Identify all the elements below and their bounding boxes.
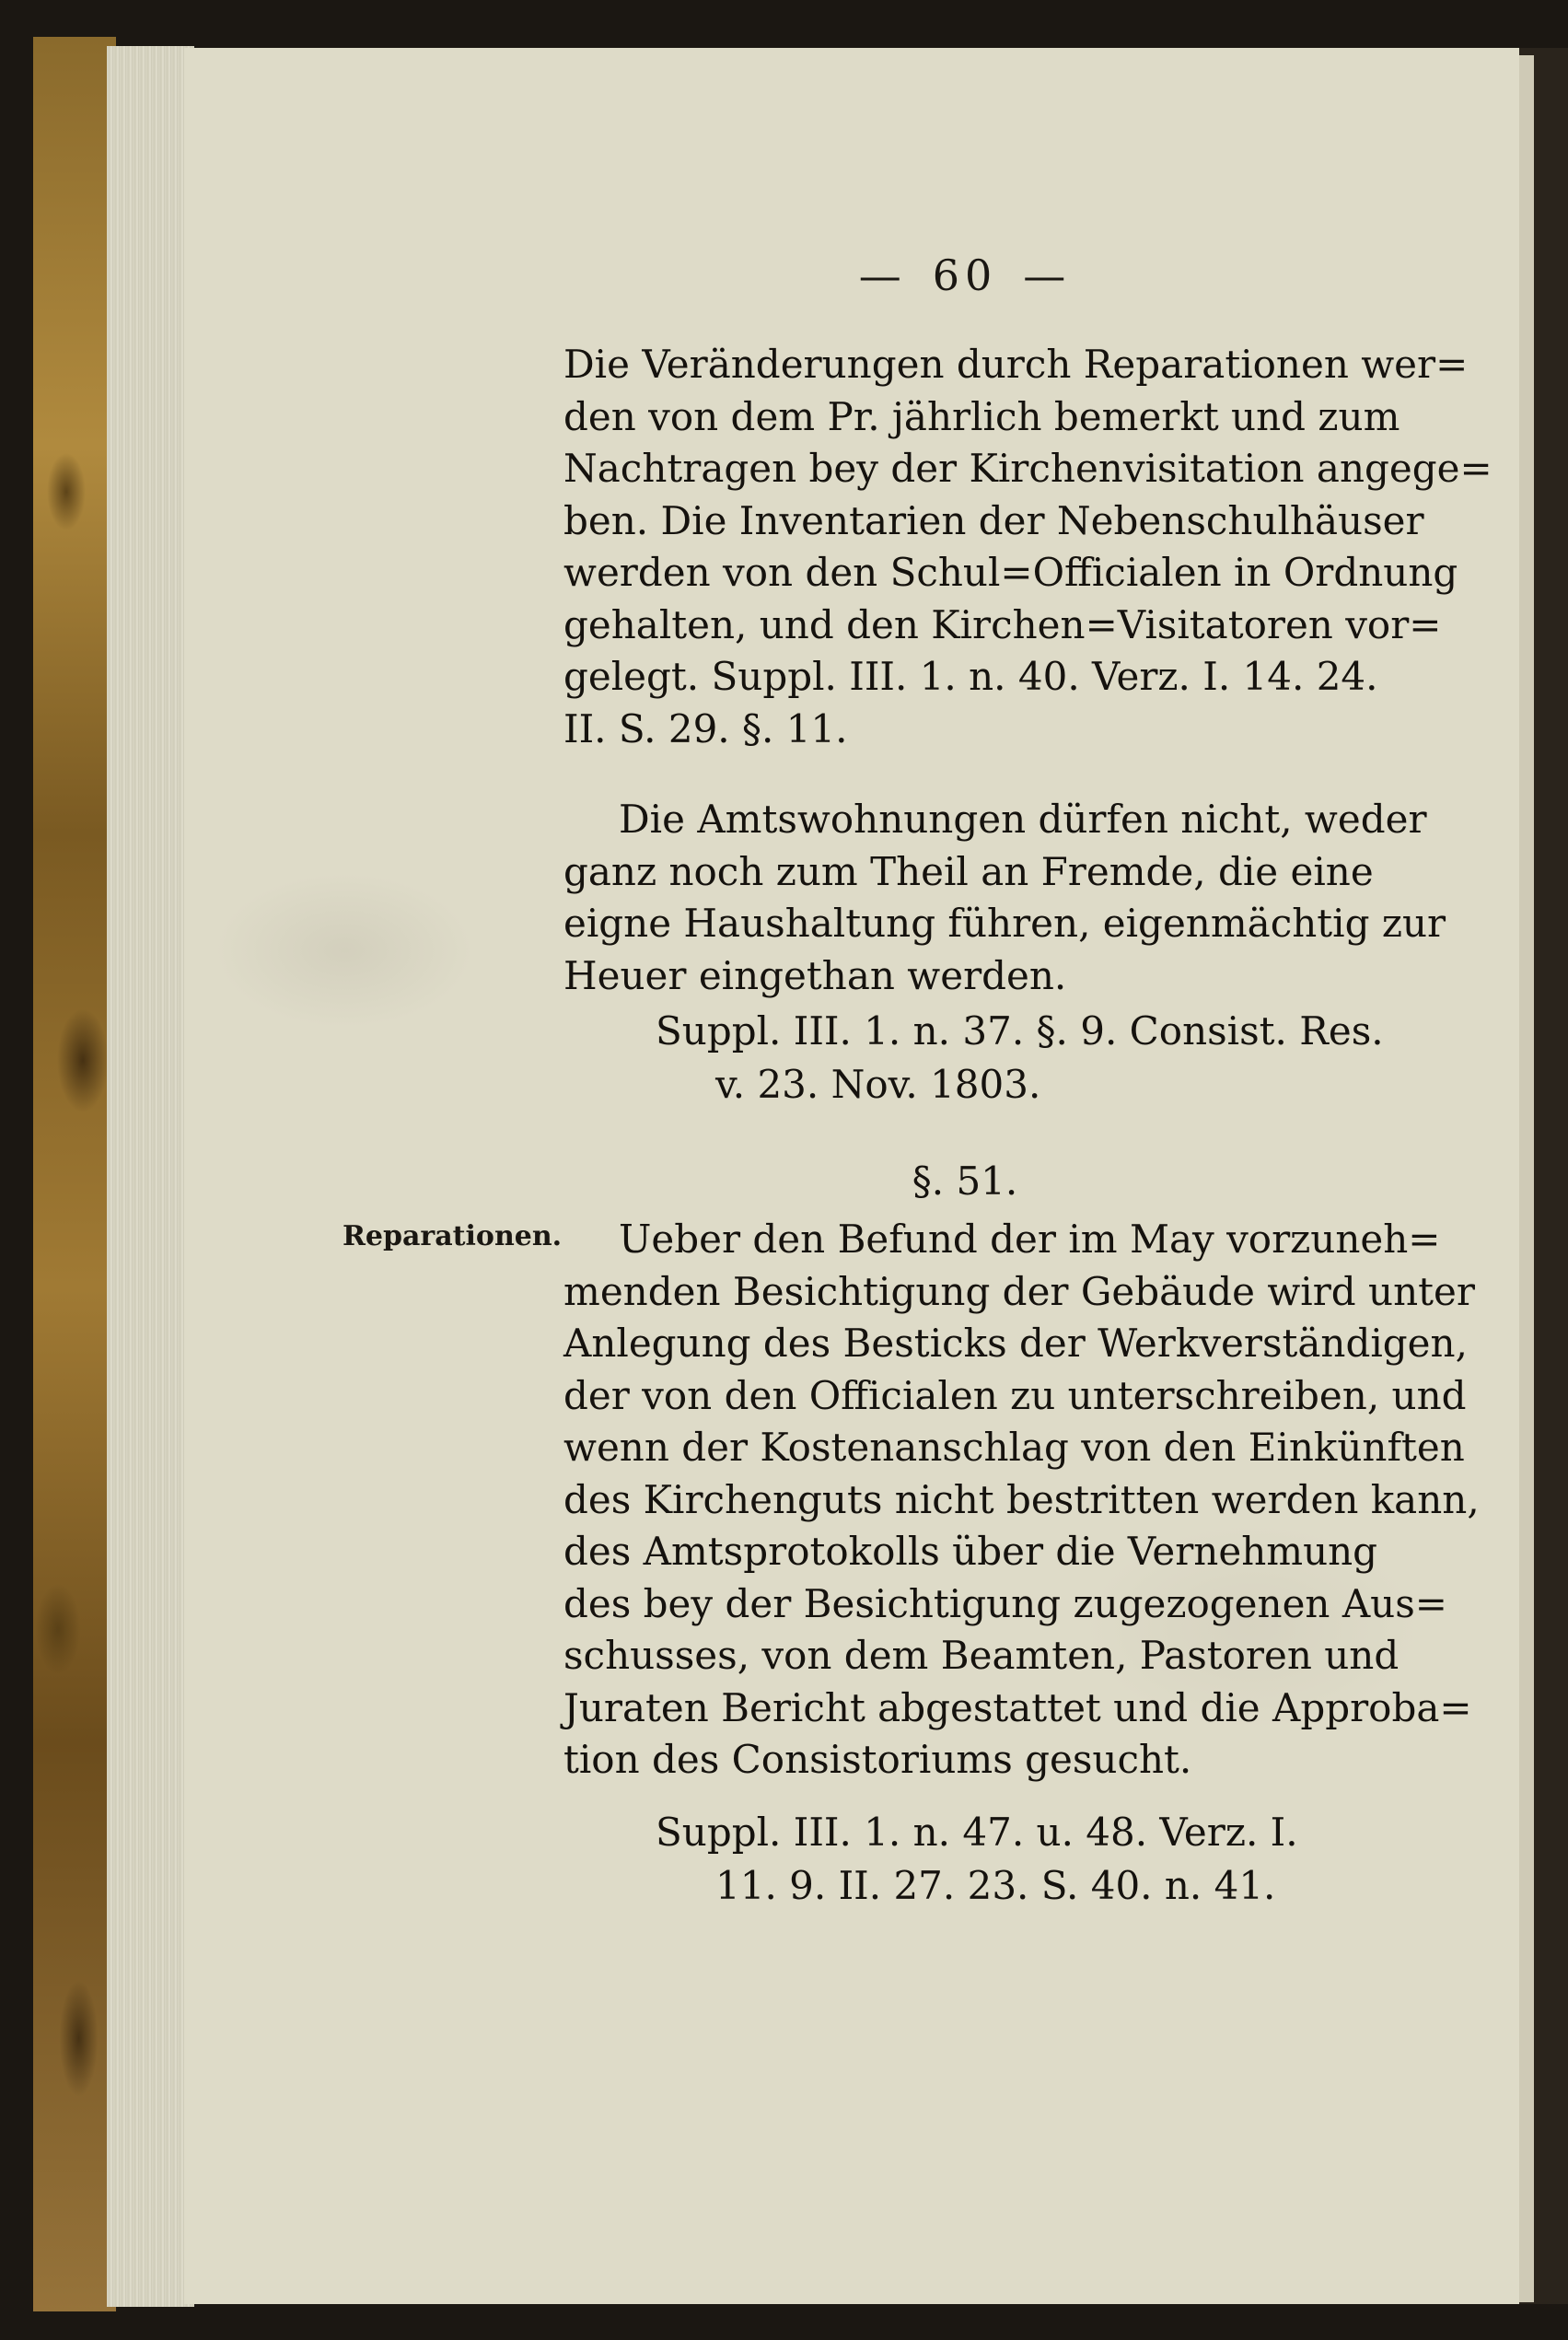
text-line: den von dem Pr. jährlich bemerkt und zum	[563, 393, 1400, 439]
text-line: Ueber den Befund der im May vorzuneh=	[619, 1217, 1441, 1262]
text-line: ben. Die Inventarien der Nebenschulhäuser	[563, 497, 1424, 543]
text-line: gelegt. Suppl. III. 1. n. 40. Verz. I. 14. 24.	[563, 654, 1378, 699]
text-line: tion des Consistoriums gesucht.	[563, 1737, 1192, 1782]
text-line: ganz noch zum Theil an Fremde, die eine	[563, 848, 1374, 894]
text-line: II. S. 29. §. 11.	[563, 705, 848, 751]
paragraph-inventory	[563, 339, 1493, 755]
reference-line: Suppl. III. 1. n. 37. §. 9. Consist. Res.	[656, 1008, 1384, 1054]
text-line: schusses, von dem Beamten, Pastoren und	[563, 1633, 1400, 1678]
text-line: Die Amtswohnungen dürfen nicht, weder	[619, 797, 1427, 842]
reference-line: 11. 9. II. 27. 23. S. 40. n. 41.	[715, 1863, 1276, 1908]
text-line: werden von den Schul=Officialen in Ordnung	[563, 550, 1458, 595]
text-line: menden Besichtigung der Gebäude wird unter	[563, 1268, 1475, 1314]
page-number-dash-left: —	[858, 250, 907, 300]
text-line: des Amtsprotokolls über die Vernehmung	[563, 1529, 1378, 1574]
text-line: Anlegung des Besticks der Werkverständigen,	[563, 1321, 1468, 1366]
text-line: eigne Haushaltung führen, eigenmächtig zur	[563, 901, 1446, 946]
section-heading: §. 51.	[912, 1158, 1018, 1204]
text-line: Heuer eingethan werden.	[563, 952, 1067, 998]
text-line: Nachtragen bey der Kirchenvisitation angege=	[563, 446, 1493, 491]
text-line: des bey der Besichtigung zugezogenen Aus=	[563, 1580, 1447, 1626]
text-line: Juraten Bericht abgestattet und die Approba=	[563, 1684, 1472, 1730]
page-number-dash-right: —	[1023, 250, 1072, 300]
page-number	[563, 250, 1366, 300]
margin-note: Reparationen.	[343, 1220, 563, 1252]
next-page-edge	[1519, 55, 1534, 2302]
text-line: wenn der Kostenanschlag von den Einkünften	[563, 1425, 1465, 1470]
text-line: des Kirchenguts nicht bestritten werden kann,	[563, 1476, 1480, 1522]
text-line: Die Veränderungen durch Reparationen wer=	[563, 342, 1469, 387]
text-line: der von den Officialen zu unterschreiben, und	[563, 1372, 1467, 1418]
paragraph-repairs	[563, 1214, 1480, 1787]
reference-line: v. 23. Nov. 1803.	[715, 1062, 1041, 1107]
text-line: gehalten, und den Kirchen=Visitatoren vor=	[563, 601, 1442, 647]
page-number-value: 60	[932, 250, 998, 300]
book-cover-left	[33, 37, 116, 2311]
paragraph-residences	[563, 794, 1446, 1002]
reference-line: Suppl. III. 1. n. 47. u. 48. Verz. I.	[656, 1810, 1298, 1855]
page-edges	[107, 46, 194, 2307]
